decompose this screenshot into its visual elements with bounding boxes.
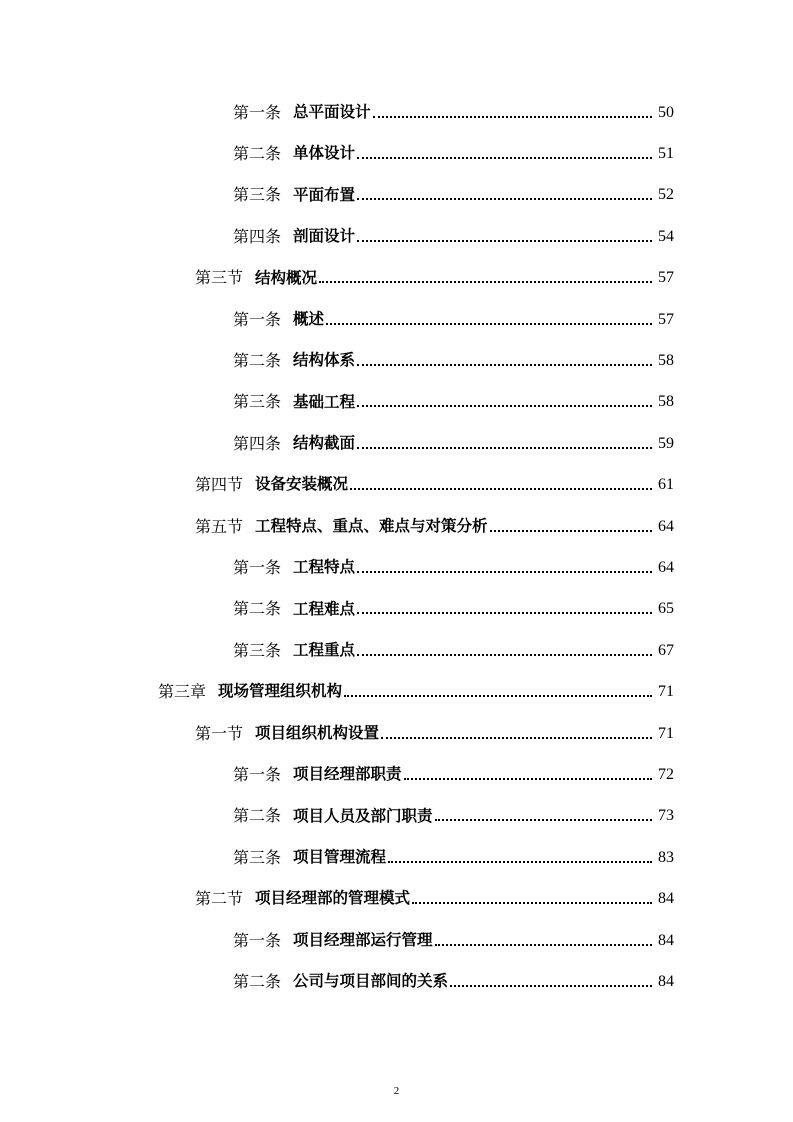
toc-entry[interactable] bbox=[0, 671, 793, 712]
toc-entry-number: 第二条 bbox=[233, 144, 282, 164]
toc-entry[interactable] bbox=[0, 506, 793, 547]
dot-leader bbox=[381, 736, 652, 739]
toc-entry-number: 第四节 bbox=[195, 475, 244, 495]
toc-entry[interactable] bbox=[0, 837, 793, 878]
dot-leader bbox=[357, 404, 652, 407]
toc-entry-number: 第二条 bbox=[233, 351, 282, 371]
dot-leader bbox=[435, 943, 652, 946]
dot-leader bbox=[357, 363, 652, 366]
dot-leader bbox=[435, 818, 652, 821]
toc-entry-title: 剖面设计 bbox=[293, 227, 356, 246]
toc-entry-title: 项目经理部的管理模式 bbox=[255, 889, 411, 908]
dot-leader bbox=[357, 446, 652, 449]
toc-entry-title: 项目人员及部门职责 bbox=[293, 806, 433, 825]
dot-leader bbox=[319, 280, 652, 283]
table-of-contents bbox=[0, 92, 793, 1003]
toc-entry-number: 第二条 bbox=[233, 599, 282, 619]
toc-entry-page: 50 bbox=[658, 103, 674, 121]
toc-entry-page: 58 bbox=[658, 352, 674, 370]
toc-entry-page: 57 bbox=[658, 269, 674, 287]
toc-entry-title: 项目管理流程 bbox=[293, 847, 387, 866]
toc-entry[interactable] bbox=[0, 133, 793, 174]
toc-entry[interactable] bbox=[0, 961, 793, 1002]
dot-leader bbox=[357, 570, 652, 573]
dot-leader bbox=[350, 487, 652, 490]
toc-entry-page: 54 bbox=[658, 227, 674, 245]
toc-entry[interactable] bbox=[0, 92, 793, 133]
toc-entry-title: 概述 bbox=[293, 309, 325, 328]
toc-entry[interactable] bbox=[0, 547, 793, 588]
toc-entry-number: 第一节 bbox=[195, 723, 244, 743]
toc-entry-title: 项目经理部运行管理 bbox=[293, 930, 433, 949]
toc-entry-page: 51 bbox=[658, 145, 674, 163]
toc-entry-page: 64 bbox=[658, 517, 674, 535]
toc-entry-page: 59 bbox=[658, 434, 674, 452]
dot-leader bbox=[412, 901, 652, 904]
toc-entry-number: 第二节 bbox=[195, 889, 244, 909]
toc-entry[interactable] bbox=[0, 340, 793, 381]
dot-leader bbox=[357, 156, 652, 159]
toc-entry-page: 58 bbox=[658, 393, 674, 411]
toc-entry-title: 公司与项目部间的关系 bbox=[293, 972, 449, 991]
toc-entry-number: 第三条 bbox=[233, 847, 282, 867]
toc-entry-number: 第四条 bbox=[233, 226, 282, 246]
toc-entry-number: 第三章 bbox=[158, 682, 207, 702]
dot-leader bbox=[357, 239, 652, 242]
toc-entry-title: 工程难点 bbox=[293, 599, 356, 618]
toc-entry-number: 第一条 bbox=[233, 557, 282, 577]
dot-leader bbox=[357, 197, 652, 200]
toc-entry-title: 结构体系 bbox=[293, 351, 356, 370]
toc-entry[interactable] bbox=[0, 258, 793, 299]
toc-entry-title: 工程特点 bbox=[293, 558, 356, 577]
dot-leader bbox=[490, 529, 652, 532]
toc-entry[interactable] bbox=[0, 920, 793, 961]
toc-entry[interactable] bbox=[0, 382, 793, 423]
toc-entry-title: 结构截面 bbox=[293, 434, 356, 453]
dot-leader bbox=[326, 322, 652, 325]
toc-entry-page: 84 bbox=[658, 931, 674, 949]
toc-entry-title: 基础工程 bbox=[293, 392, 356, 411]
dot-leader bbox=[357, 611, 652, 614]
toc-entry-page: 67 bbox=[658, 641, 674, 659]
dot-leader bbox=[404, 777, 652, 780]
toc-entry[interactable] bbox=[0, 175, 793, 216]
toc-entry-title: 现场管理组织机构 bbox=[218, 682, 343, 701]
toc-entry[interactable] bbox=[0, 423, 793, 464]
toc-entry-number: 第二条 bbox=[233, 971, 282, 991]
toc-entry[interactable] bbox=[0, 796, 793, 837]
dot-leader bbox=[450, 984, 652, 987]
toc-entry[interactable] bbox=[0, 754, 793, 795]
toc-entry-title: 工程特点、重点、难点与对策分析 bbox=[255, 516, 488, 535]
toc-entry-title: 总平面设计 bbox=[293, 102, 371, 121]
toc-entry[interactable] bbox=[0, 630, 793, 671]
toc-entry[interactable] bbox=[0, 465, 793, 506]
toc-entry-title: 结构概况 bbox=[255, 268, 318, 287]
toc-entry-page: 64 bbox=[658, 558, 674, 576]
toc-entry-title: 设备安装概况 bbox=[255, 475, 349, 494]
toc-entry-page: 84 bbox=[658, 972, 674, 990]
toc-entry[interactable] bbox=[0, 713, 793, 754]
toc-entry-page: 83 bbox=[658, 848, 674, 866]
toc-entry-number: 第一条 bbox=[233, 309, 282, 329]
toc-entry-page: 52 bbox=[658, 186, 674, 204]
toc-entry-page: 84 bbox=[658, 890, 674, 908]
toc-entry[interactable] bbox=[0, 299, 793, 340]
toc-entry-number: 第一条 bbox=[233, 764, 282, 784]
toc-entry-title: 项目组织机构设置 bbox=[255, 723, 380, 742]
toc-entry-title: 工程重点 bbox=[293, 641, 356, 660]
dot-leader bbox=[357, 653, 652, 656]
dot-leader bbox=[373, 115, 652, 118]
page-number: 2 bbox=[393, 1085, 400, 1097]
toc-entry[interactable] bbox=[0, 216, 793, 257]
toc-entry-page: 61 bbox=[658, 476, 674, 494]
toc-entry-number: 第二条 bbox=[233, 806, 282, 826]
toc-entry-page: 73 bbox=[658, 807, 674, 825]
toc-entry-page: 72 bbox=[658, 765, 674, 783]
toc-entry-title: 单体设计 bbox=[293, 144, 356, 163]
toc-entry-number: 第一条 bbox=[233, 930, 282, 950]
toc-entry-title: 平面布置 bbox=[293, 185, 356, 204]
toc-entry-page: 71 bbox=[658, 724, 674, 742]
toc-entry-page: 65 bbox=[658, 600, 674, 618]
toc-entry[interactable] bbox=[0, 878, 793, 919]
toc-entry[interactable] bbox=[0, 589, 793, 630]
dot-leader bbox=[344, 694, 652, 697]
toc-entry-number: 第一条 bbox=[233, 102, 282, 122]
toc-entry-number: 第四条 bbox=[233, 433, 282, 453]
toc-entry-number: 第三条 bbox=[233, 392, 282, 412]
dot-leader bbox=[388, 860, 652, 863]
toc-entry-title: 项目经理部职责 bbox=[293, 765, 402, 784]
toc-entry-number: 第三条 bbox=[233, 185, 282, 205]
toc-entry-page: 71 bbox=[658, 683, 674, 701]
toc-entry-page: 57 bbox=[658, 310, 674, 328]
toc-entry-number: 第三条 bbox=[233, 640, 282, 660]
toc-entry-number: 第三节 bbox=[195, 268, 244, 288]
toc-entry-number: 第五节 bbox=[195, 516, 244, 536]
